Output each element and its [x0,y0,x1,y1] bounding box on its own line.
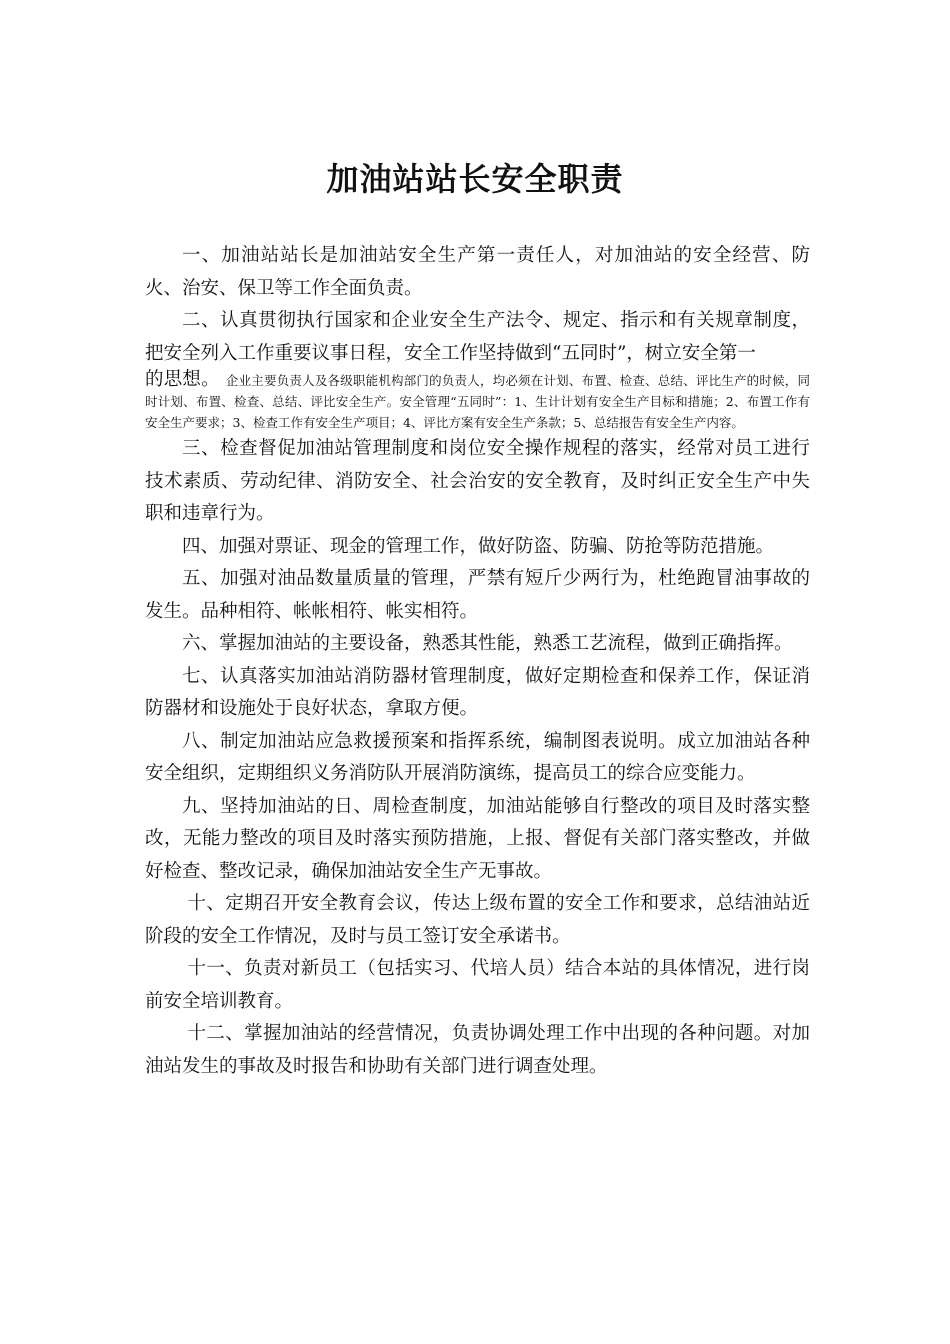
paragraph-8: 八、制定加油站应急救援预案和指挥系统，编制图表说明。成立加油站各种安全组织，定期组织义务消防队开展消防演练，提高员工的综合应变能力。 [145,730,810,784]
paragraph-12: 十二、掌握加油站的经营情况，负责协调处理工作中出现的各种问题。对加油站发生的事故及时报告和协助有关部门进行调查处理。 [145,1023,810,1077]
paragraph-2-note: 企业主要负责人及各级职能机构部门的负责人，均必须在计划、布置、检查、总结、评比生产的时候，同时计划、布置、检查、总结、评比安全生产。安全管理“五同时”：1、生计计划有安全生产目标和措施；2、布置工作有安全生产要求；3、检查工作有安全生产项目；4、评比方案有安全生产条款；5、总结报告有安全生产内容。 [145,373,810,430]
paragraph-7: 七、认真落实加油站消防器材管理制度，做好定期检查和保养工作，保证消防器材和设施处于良好状态，拿取方便。 [145,665,810,719]
paragraph-1: 一、加油站站长是加油站安全生产第一责任人，对加油站的安全经营、防火、治安、保卫等工作全面负责。 [145,245,810,299]
document-title: 加油站站长安全职责 [326,160,624,198]
paragraph-3: 三、检查督促加油站管理制度和岗位安全操作规程的落实，经常对员工进行技术素质、劳动纪律、消防安全、社会治安的安全教育，及时纠正安全生产中失职和违章行为。 [145,438,810,524]
document-body [145,240,810,1083]
paragraph-4: 四、加强对票证、现金的管理工作，做好防盗、防骗、防抢等防范措施。 [182,535,775,557]
paragraph-2-tail: 的思想。 [145,369,220,390]
paragraph-11: 十一、负责对新员工（包括实习、代培人员）结合本站的具体情况，进行岗前安全培训教育。 [145,958,810,1012]
paragraph-5: 五、加强对油品数量质量的管理，严禁有短斤少两行为，杜绝跑冒油事故的发生。品种相符、帐帐相符、帐实相符。 [145,568,810,622]
paragraph-2 [145,305,810,433]
paragraph-6: 六、掌握加油站的主要设备，熟悉其性能，熟悉工艺流程，做到正确指挥。 [182,633,793,654]
paragraph-9: 九、坚持加油站的日、周检查制度，加油站能够自行整改的项目及时落实整改，无能力整改的项目及时落实预防措施，上报、督促有关部门落实整改，并做好检查、整改记录，确保加油站安全生产无事故。 [145,795,810,882]
paragraph-10: 十、定期召开安全教育会议，传达上级布置的安全工作和要求，总结油站近阶段的安全工作情况，及时与员工签订安全承诺书。 [145,893,810,947]
paragraph-2-main: 二、认真贯彻执行国家和企业安全生产法令、规定、指示和有关规章制度，把安全列入工作重要议事日程，安全工作坚持做到“五同时”，树立安全第一 [145,310,810,364]
